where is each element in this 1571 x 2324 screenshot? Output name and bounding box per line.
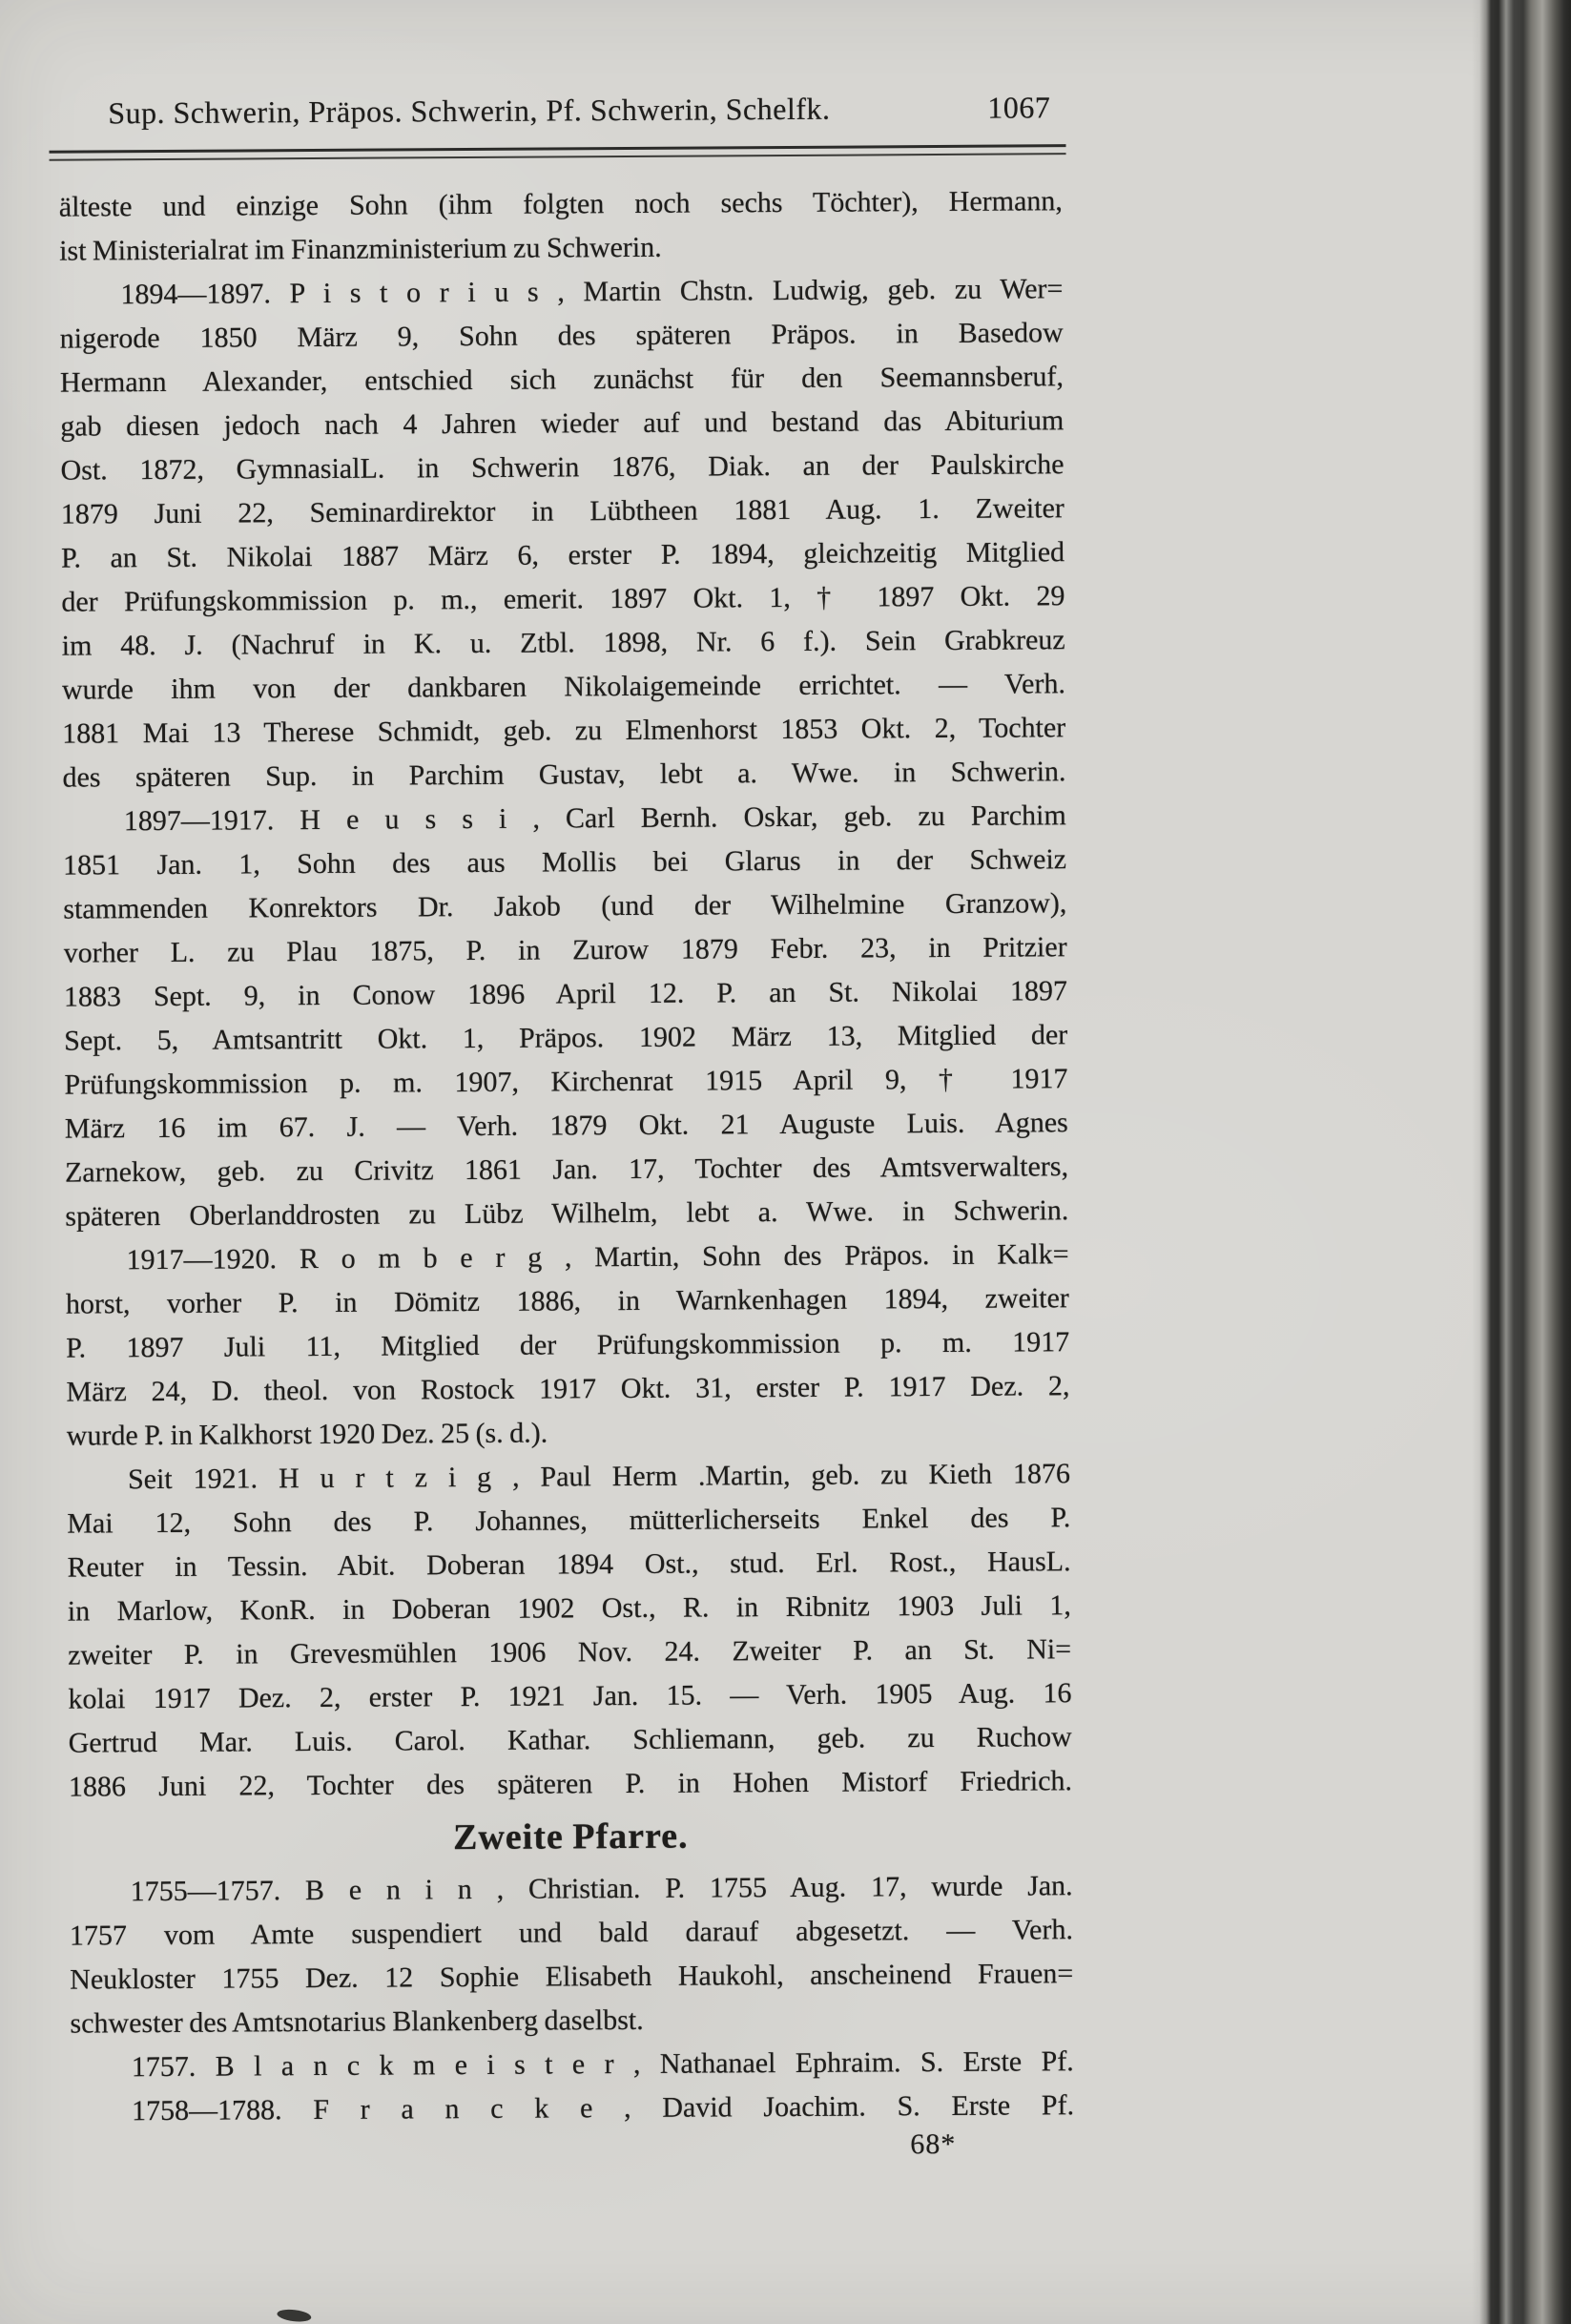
text-line: stammenden Konrektors Dr. Jakob (und der Wilhelmine Granzow),	[63, 887, 1067, 925]
text-line: horst, vorher P. in Dömitz 1886, in Warnkenhagen 1894, zweiter	[65, 1282, 1069, 1320]
scan-smudge	[277, 2308, 312, 2323]
text-line: Seit 1921. H u r t z i g , Paul Herm .Martin, geb. zu Kieth 1876	[127, 1458, 1071, 1496]
header-rule-thick	[50, 144, 1066, 154]
text-line: des späteren Sup. in Parchim Gustav, lebt a. Wwe. in Schwerin.	[62, 756, 1066, 794]
text-line: älteste und einzige Sohn (ihm folgten noch sechs Töchter), Hermann,	[58, 185, 1063, 223]
text-line: Gertrud Mar. Luis. Carol. Kathar. Schliemann, geb. zu Ruchow	[68, 1721, 1072, 1759]
text-line: 1917—1920. R o m b e r g , Martin, Sohn des Präpos. in Kalk=	[126, 1238, 1069, 1276]
text-line: schwester des Amtsnotarius Blankenberg daselbst.	[70, 2003, 644, 2040]
text-line: Neukloster 1755 Dez. 12 Sophie Elisabeth Haukohl, anscheinend Frauen=	[70, 1958, 1074, 1996]
text-line: ist Ministerialrat im Finanzministerium zu Schwerin.	[59, 231, 662, 267]
text-line: Zarnekow, geb. zu Crivitz 1861 Jan. 17, Tochter des Amtsverwalters,	[64, 1151, 1069, 1189]
text-line: Reuter in Tessin. Abit. Doberan 1894 Ost., stud. Erl. Rost., HausL.	[67, 1546, 1071, 1584]
text-line: 1894—1897. P i s t o r i u s , Martin Chstn. Ludwig, geb. zu Wer=	[120, 273, 1064, 311]
text-line: 1757. B l a n c k m e i s t e r , Nathanael Ephraim. S. Erste Pf.	[131, 2045, 1074, 2084]
paragraph	[59, 267, 1065, 799]
text-line: im 48. J. (Nachruf in K. u. Ztbl. 1898, Nr. 6 f.). Sein Grabkreuz	[61, 624, 1065, 662]
text-line: 1897—1917. H e u s s i , Carl Bernh. Oskar, geb. zu Parchim	[123, 799, 1066, 838]
paragraph	[59, 179, 1064, 273]
text-line: kolai 1917 Dez. 2, erster P. 1921 Jan. 15. — Verh. 1905 Aug. 16	[68, 1677, 1072, 1715]
text-line: Sept. 5, Amtsantritt Okt. 1, Präpos. 1902 März 13, Mitglied der	[64, 1019, 1068, 1057]
paragraph	[63, 794, 1069, 1238]
text-line: März 16 im 67. J. — Verh. 1879 Okt. 21 Auguste Luis. Agnes	[64, 1107, 1068, 1145]
text-line: 1883 Sept. 9, in Conow 1896 April 12. P. an St. Nikolai 1897	[63, 975, 1068, 1013]
text-line: 1879 Juni 22, Seminardirektor in Lübtheen 1881 Aug. 1. Zweiter	[60, 492, 1065, 530]
text-line: März 24, D. theol. von Rostock 1917 Okt. 31, erster P. 1917 Dez. 2,	[66, 1370, 1070, 1408]
paragraph	[70, 1864, 1074, 2045]
text-line: in Marlow, KonR. in Doberan 1902 Ost., R. in Ribnitz 1903 Juli 1,	[67, 1589, 1071, 1628]
text-line: 1886 Juni 22, Tochter des späteren P. in Hohen Mistorf Friedrich.	[68, 1765, 1073, 1803]
text-line: wurde ihm von der dankbaren Nikolaigemeinde errichtet. — Verh.	[61, 668, 1066, 706]
paragraph	[71, 2084, 1074, 2133]
text-line: zweiter P. in Grevesmühlen 1906 Nov. 24. Zweiter P. an St. Ni=	[68, 1633, 1072, 1671]
text-line: Ost. 1872, GymnasialL. in Schwerin 1876, Diak. an der Paulskirche	[60, 448, 1065, 487]
text-line: Hermann Alexander, entschied sich zunächst für den Seemannsberuf,	[59, 361, 1065, 399]
text-line: Prüfungskommission p. m. 1907, Kirchenrat 1915 April 9, † 1917	[64, 1063, 1068, 1101]
paragraph	[65, 1233, 1069, 1458]
paragraph	[71, 2040, 1074, 2089]
page-header	[58, 90, 1062, 137]
text-line: 1851 Jan. 1, Sohn des aus Mollis bei Glarus in der Schweiz	[62, 843, 1067, 882]
text-line: nigerode 1850 März 9, Sohn des späteren Präpos. in Basedow	[59, 317, 1064, 355]
signature-mark: 68*	[910, 2127, 957, 2161]
text-line: gab diesen jedoch nach 4 Jahren wieder auf und bestand das Abiturium	[60, 405, 1065, 443]
page-number: 1067	[987, 90, 1051, 125]
text-line: späteren Oberlanddrosten zu Lübz Wilhelm, lebt a. Wwe. in Schwerin.	[65, 1194, 1069, 1233]
text-line: P. 1897 Juli 11, Mitglied der Prüfungskommission p. m. 1917	[66, 1326, 1070, 1364]
text-line: 1757 vom Amte suspendiert und bald darauf abgesetzt. — Verh.	[69, 1914, 1074, 1952]
page-edge-shadow	[1472, 0, 1571, 2324]
section-heading: Zweite Pfarre.	[452, 1816, 689, 1858]
running-title: Sup. Schwerin, Präpos. Schwerin, Pf. Schwerin, Schelfk.	[108, 91, 831, 131]
text-line: 1758—1788. F r a n c k e , David Joachim. S. Erste Pf.	[131, 2089, 1075, 2127]
text-line: 1755—1757. B e n i n , Christian. P. 1755 Aug. 17, wurde Jan.	[130, 1870, 1073, 1908]
text-line: wurde P. in Kalkhorst 1920 Dez. 25 (s. d.).	[66, 1417, 548, 1452]
header-rule-thin	[50, 153, 1066, 161]
paragraph	[67, 1452, 1072, 1809]
text-line: vorher L. zu Plau 1875, P. in Zurow 1879 Febr. 23, in Pritzier	[63, 931, 1067, 969]
text-block	[59, 179, 1074, 2133]
text-line: 1881 Mai 13 Therese Schmidt, geb. zu Elmenhorst 1853 Okt. 2, Tochter	[62, 712, 1066, 750]
text-line: der Prüfungskommission p. m., emerit. 1897 Okt. 1, † 1897 Okt. 29	[61, 580, 1065, 618]
text-line: P. an St. Nikolai 1887 März 6, erster P. 1894, gleichzeitig Mitglied	[61, 536, 1065, 574]
text-line: Mai 12, Sohn des P. Johannes, mütterlicherseits Enkel des P.	[67, 1502, 1071, 1540]
